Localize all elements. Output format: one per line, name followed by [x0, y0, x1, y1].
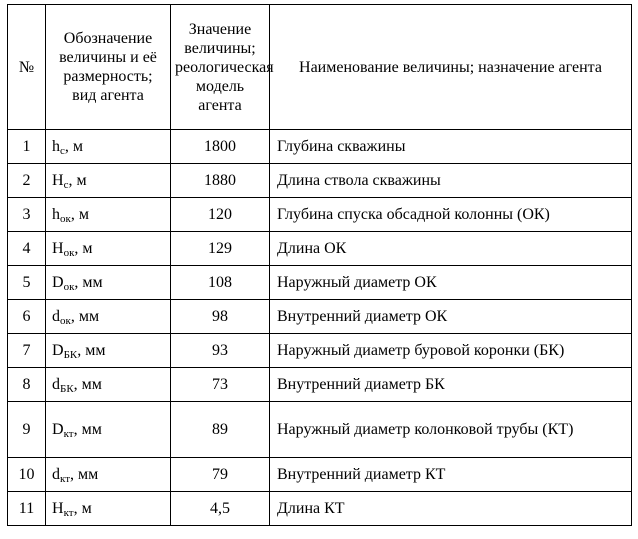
row-symbol: [46, 368, 171, 402]
symbol-subscript: ок: [63, 247, 75, 259]
symbol-letter: D: [52, 421, 64, 438]
symbol-unit: , мм: [73, 376, 102, 393]
row-value: 89: [171, 402, 270, 458]
row-name: Внутренний диаметр БК: [270, 368, 632, 402]
row-symbol: [46, 492, 171, 526]
row-value: 1800: [171, 130, 270, 164]
table-row: [8, 492, 632, 526]
header-symbol: Обозначение величины и её размерность; вид агента: [46, 5, 171, 130]
row-value: 129: [171, 232, 270, 266]
table-row: [8, 232, 632, 266]
symbol-unit: , м: [74, 240, 93, 257]
symbol-unit: , мм: [70, 466, 99, 483]
row-number: 11: [8, 492, 46, 526]
row-symbol: [46, 266, 171, 300]
table-header-row: [8, 5, 632, 130]
symbol-subscript: ок: [60, 213, 71, 225]
row-value: 1880: [171, 164, 270, 198]
symbol-unit: , мм: [70, 308, 100, 325]
symbol-letter: d: [52, 466, 60, 483]
row-value: 79: [171, 458, 270, 492]
table-row: [8, 334, 632, 368]
table-row: [8, 368, 632, 402]
row-symbol: [46, 164, 171, 198]
row-name: Длина ОК: [270, 232, 632, 266]
row-name: Наружный диаметр колонковой трубы (КТ): [270, 402, 632, 458]
symbol-subscript: с: [60, 145, 65, 157]
symbol-unit: , м: [70, 206, 89, 223]
row-value: 73: [171, 368, 270, 402]
row-number: 3: [8, 198, 46, 232]
table-row: [8, 458, 632, 492]
row-symbol: [46, 458, 171, 492]
symbol-subscript: кт: [63, 428, 74, 440]
row-value: 108: [171, 266, 270, 300]
symbol-unit: , м: [73, 500, 92, 517]
symbol-letter: d: [52, 376, 60, 393]
symbol-letter: d: [52, 308, 60, 325]
row-symbol: [46, 232, 171, 266]
row-name: Длина ствола скважины: [270, 164, 632, 198]
table-row: [8, 130, 632, 164]
symbol-letter: h: [52, 138, 60, 155]
symbol-letter: H: [52, 172, 64, 189]
symbol-unit: , м: [64, 138, 84, 155]
table-row: [8, 164, 632, 198]
table-body: [8, 130, 632, 526]
table-row: [8, 266, 632, 300]
symbol-subscript: с: [63, 179, 69, 191]
row-number: 10: [8, 458, 46, 492]
row-name: Внутренний диаметр ОК: [270, 300, 632, 334]
row-name: Длина КТ: [270, 492, 632, 526]
symbol-subscript: БК: [60, 383, 74, 395]
row-symbol: [46, 334, 171, 368]
row-number: 4: [8, 232, 46, 266]
symbol-unit: , мм: [74, 274, 103, 291]
symbol-letter: H: [52, 240, 64, 257]
row-number: 6: [8, 300, 46, 334]
row-name: Внутренний диаметр КТ: [270, 458, 632, 492]
row-name: Глубина скважины: [270, 130, 632, 164]
symbol-subscript: кт: [60, 473, 71, 485]
row-value: 93: [171, 334, 270, 368]
row-symbol: [46, 300, 171, 334]
parameters-table: [7, 4, 632, 526]
row-number: 8: [8, 368, 46, 402]
table-row: [8, 402, 632, 458]
symbol-subscript: БК: [63, 349, 78, 361]
header-value: Значение величины; реологическая модель агента: [171, 5, 270, 130]
header-name: Наименование величины; назначение агента: [270, 5, 632, 130]
row-symbol: [46, 402, 171, 458]
symbol-letter: D: [52, 342, 64, 359]
row-value: 4,5: [171, 492, 270, 526]
symbol-unit: , м: [68, 172, 87, 189]
header-number: №: [8, 5, 46, 130]
symbol-letter: h: [52, 206, 60, 223]
row-name: Наружный диаметр буровой коронки (БК): [270, 334, 632, 368]
symbol-subscript: ок: [60, 315, 71, 327]
row-number: 5: [8, 266, 46, 300]
row-number: 7: [8, 334, 46, 368]
symbol-letter: D: [52, 274, 64, 291]
symbol-subscript: ок: [63, 281, 75, 293]
row-symbol: [46, 198, 171, 232]
symbol-letter: H: [52, 500, 64, 517]
row-value: 98: [171, 300, 270, 334]
row-number: 2: [8, 164, 46, 198]
row-symbol: [46, 130, 171, 164]
table-row: [8, 198, 632, 232]
row-number: 9: [8, 402, 46, 458]
table-row: [8, 300, 632, 334]
symbol-subscript: кт: [63, 507, 74, 519]
row-number: 1: [8, 130, 46, 164]
symbol-unit: , мм: [77, 342, 106, 359]
row-name: Глубина спуска обсадной колонны (ОК): [270, 198, 632, 232]
row-name: Наружный диаметр ОК: [270, 266, 632, 300]
symbol-unit: , мм: [73, 421, 102, 438]
row-value: 120: [171, 198, 270, 232]
